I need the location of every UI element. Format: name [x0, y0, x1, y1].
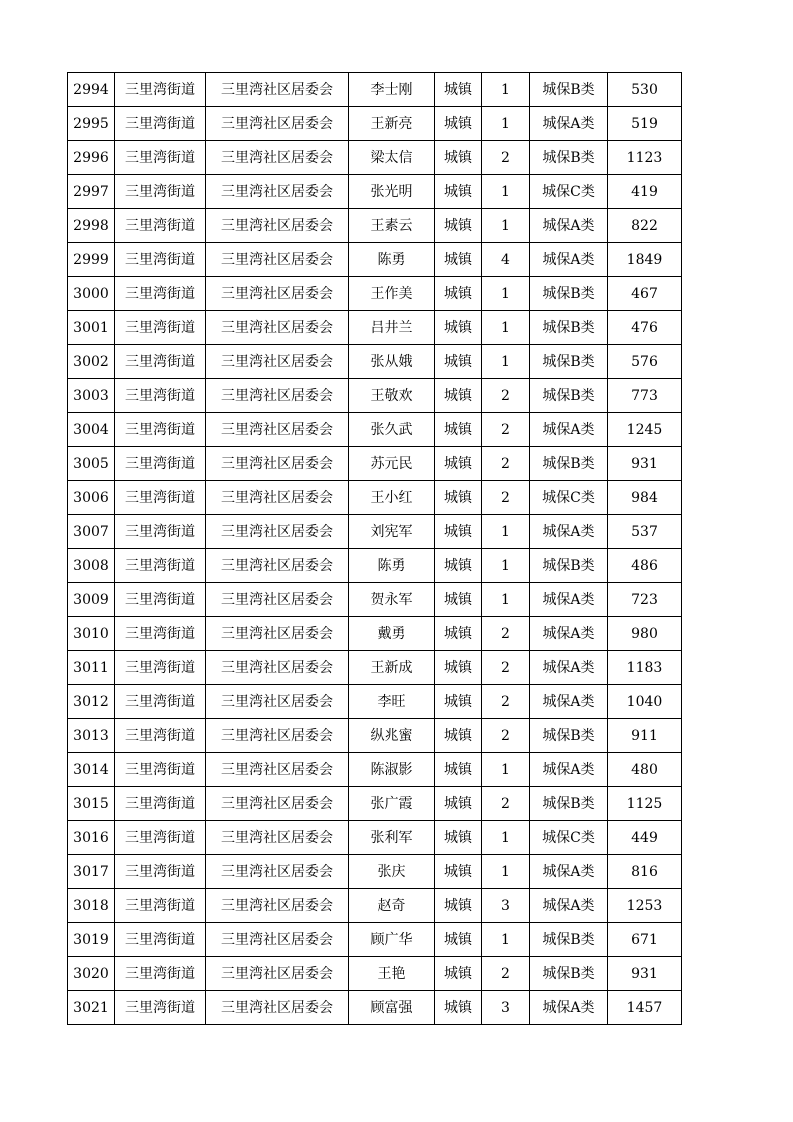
cell-area: 城镇 [435, 549, 482, 583]
cell-name: 王素云 [349, 209, 435, 243]
cell-insurance-type: 城保B类 [530, 379, 608, 413]
cell-area: 城镇 [435, 481, 482, 515]
cell-street: 三里湾街道 [115, 889, 206, 923]
cell-amount: 449 [608, 821, 682, 855]
cell-id: 3011 [68, 651, 115, 685]
cell-amount: 822 [608, 209, 682, 243]
cell-amount: 519 [608, 107, 682, 141]
cell-insurance-type: 城保B类 [530, 73, 608, 107]
cell-name: 梁太信 [349, 141, 435, 175]
cell-name: 王新亮 [349, 107, 435, 141]
cell-insurance-type: 城保A类 [530, 991, 608, 1025]
cell-name: 苏元民 [349, 447, 435, 481]
cell-insurance-type: 城保A类 [530, 855, 608, 889]
cell-insurance-type: 城保A类 [530, 209, 608, 243]
table-row [68, 345, 682, 379]
cell-street: 三里湾街道 [115, 345, 206, 379]
cell-community: 三里湾社区居委会 [206, 107, 349, 141]
cell-name: 吕井兰 [349, 311, 435, 345]
cell-amount: 480 [608, 753, 682, 787]
table-row [68, 277, 682, 311]
cell-area: 城镇 [435, 277, 482, 311]
cell-name: 刘宪军 [349, 515, 435, 549]
cell-insurance-type: 城保B类 [530, 141, 608, 175]
cell-amount: 530 [608, 73, 682, 107]
table-row [68, 855, 682, 889]
cell-amount: 931 [608, 447, 682, 481]
cell-amount: 816 [608, 855, 682, 889]
cell-area: 城镇 [435, 73, 482, 107]
cell-insurance-type: 城保A类 [530, 107, 608, 141]
cell-community: 三里湾社区居委会 [206, 243, 349, 277]
cell-name: 顾广华 [349, 923, 435, 957]
cell-insurance-type: 城保A类 [530, 515, 608, 549]
cell-id: 3015 [68, 787, 115, 821]
cell-household-count: 2 [482, 379, 530, 413]
cell-household-count: 1 [482, 107, 530, 141]
cell-household-count: 2 [482, 413, 530, 447]
cell-street: 三里湾街道 [115, 651, 206, 685]
cell-household-count: 1 [482, 345, 530, 379]
cell-street: 三里湾街道 [115, 855, 206, 889]
cell-community: 三里湾社区居委会 [206, 685, 349, 719]
cell-area: 城镇 [435, 889, 482, 923]
cell-street: 三里湾街道 [115, 481, 206, 515]
cell-amount: 419 [608, 175, 682, 209]
cell-area: 城镇 [435, 175, 482, 209]
table-row [68, 413, 682, 447]
cell-area: 城镇 [435, 651, 482, 685]
cell-name: 张利军 [349, 821, 435, 855]
cell-insurance-type: 城保B类 [530, 923, 608, 957]
cell-insurance-type: 城保C类 [530, 821, 608, 855]
roster-table [67, 72, 682, 1025]
cell-area: 城镇 [435, 311, 482, 345]
cell-id: 3005 [68, 447, 115, 481]
cell-community: 三里湾社区居委会 [206, 141, 349, 175]
cell-id: 3018 [68, 889, 115, 923]
cell-name: 张从娥 [349, 345, 435, 379]
cell-street: 三里湾街道 [115, 209, 206, 243]
cell-street: 三里湾街道 [115, 753, 206, 787]
cell-area: 城镇 [435, 413, 482, 447]
cell-id: 3007 [68, 515, 115, 549]
cell-amount: 1457 [608, 991, 682, 1025]
cell-area: 城镇 [435, 583, 482, 617]
cell-area: 城镇 [435, 515, 482, 549]
cell-amount: 980 [608, 617, 682, 651]
cell-area: 城镇 [435, 753, 482, 787]
cell-id: 2996 [68, 141, 115, 175]
cell-name: 王敬欢 [349, 379, 435, 413]
table-row [68, 651, 682, 685]
cell-name: 王艳 [349, 957, 435, 991]
cell-name: 陈勇 [349, 243, 435, 277]
cell-community: 三里湾社区居委会 [206, 447, 349, 481]
cell-id: 3021 [68, 991, 115, 1025]
cell-id: 3008 [68, 549, 115, 583]
cell-amount: 984 [608, 481, 682, 515]
cell-insurance-type: 城保A类 [530, 413, 608, 447]
cell-name: 王小红 [349, 481, 435, 515]
cell-street: 三里湾街道 [115, 787, 206, 821]
cell-street: 三里湾街道 [115, 549, 206, 583]
cell-street: 三里湾街道 [115, 379, 206, 413]
cell-id: 3002 [68, 345, 115, 379]
cell-name: 贺永军 [349, 583, 435, 617]
table-row [68, 889, 682, 923]
cell-street: 三里湾街道 [115, 821, 206, 855]
roster-body [68, 73, 682, 1025]
table-row [68, 549, 682, 583]
table-row [68, 957, 682, 991]
cell-name: 张光明 [349, 175, 435, 209]
cell-amount: 671 [608, 923, 682, 957]
cell-household-count: 2 [482, 141, 530, 175]
table-row [68, 753, 682, 787]
cell-community: 三里湾社区居委会 [206, 583, 349, 617]
cell-household-count: 1 [482, 583, 530, 617]
cell-area: 城镇 [435, 617, 482, 651]
cell-amount: 911 [608, 719, 682, 753]
cell-community: 三里湾社区居委会 [206, 787, 349, 821]
cell-id: 3014 [68, 753, 115, 787]
table-row [68, 447, 682, 481]
cell-street: 三里湾街道 [115, 583, 206, 617]
cell-community: 三里湾社区居委会 [206, 413, 349, 447]
cell-id: 3020 [68, 957, 115, 991]
cell-id: 2994 [68, 73, 115, 107]
cell-insurance-type: 城保B类 [530, 957, 608, 991]
cell-insurance-type: 城保C类 [530, 481, 608, 515]
cell-amount: 1123 [608, 141, 682, 175]
cell-street: 三里湾街道 [115, 107, 206, 141]
cell-community: 三里湾社区居委会 [206, 855, 349, 889]
table-row [68, 481, 682, 515]
cell-area: 城镇 [435, 719, 482, 753]
table-row [68, 787, 682, 821]
cell-amount: 723 [608, 583, 682, 617]
cell-household-count: 3 [482, 889, 530, 923]
cell-name: 顾富强 [349, 991, 435, 1025]
cell-household-count: 1 [482, 821, 530, 855]
cell-id: 3003 [68, 379, 115, 413]
cell-street: 三里湾街道 [115, 957, 206, 991]
cell-insurance-type: 城保A类 [530, 617, 608, 651]
cell-household-count: 2 [482, 651, 530, 685]
cell-community: 三里湾社区居委会 [206, 311, 349, 345]
cell-community: 三里湾社区居委会 [206, 73, 349, 107]
cell-area: 城镇 [435, 141, 482, 175]
table-row [68, 175, 682, 209]
cell-insurance-type: 城保B类 [530, 549, 608, 583]
cell-insurance-type: 城保C类 [530, 175, 608, 209]
cell-community: 三里湾社区居委会 [206, 889, 349, 923]
cell-id: 3016 [68, 821, 115, 855]
cell-name: 纵兆蜜 [349, 719, 435, 753]
cell-household-count: 1 [482, 73, 530, 107]
cell-amount: 1125 [608, 787, 682, 821]
cell-insurance-type: 城保B类 [530, 787, 608, 821]
cell-area: 城镇 [435, 107, 482, 141]
cell-insurance-type: 城保A类 [530, 753, 608, 787]
cell-street: 三里湾街道 [115, 141, 206, 175]
cell-community: 三里湾社区居委会 [206, 923, 349, 957]
table-row [68, 719, 682, 753]
table-row [68, 209, 682, 243]
table-row [68, 515, 682, 549]
cell-community: 三里湾社区居委会 [206, 651, 349, 685]
cell-household-count: 1 [482, 277, 530, 311]
cell-insurance-type: 城保A类 [530, 583, 608, 617]
cell-amount: 476 [608, 311, 682, 345]
cell-insurance-type: 城保B类 [530, 311, 608, 345]
cell-id: 3001 [68, 311, 115, 345]
cell-id: 3012 [68, 685, 115, 719]
cell-amount: 1253 [608, 889, 682, 923]
cell-amount: 1040 [608, 685, 682, 719]
cell-id: 3019 [68, 923, 115, 957]
table-row [68, 821, 682, 855]
cell-name: 戴勇 [349, 617, 435, 651]
cell-insurance-type: 城保A类 [530, 651, 608, 685]
cell-area: 城镇 [435, 991, 482, 1025]
cell-area: 城镇 [435, 379, 482, 413]
cell-street: 三里湾街道 [115, 73, 206, 107]
cell-household-count: 1 [482, 549, 530, 583]
cell-household-count: 1 [482, 209, 530, 243]
cell-household-count: 2 [482, 719, 530, 753]
cell-insurance-type: 城保B类 [530, 345, 608, 379]
cell-household-count: 2 [482, 481, 530, 515]
cell-amount: 486 [608, 549, 682, 583]
cell-amount: 537 [608, 515, 682, 549]
cell-insurance-type: 城保A类 [530, 685, 608, 719]
table-row [68, 923, 682, 957]
table-row [68, 141, 682, 175]
cell-area: 城镇 [435, 243, 482, 277]
cell-area: 城镇 [435, 447, 482, 481]
cell-area: 城镇 [435, 209, 482, 243]
cell-area: 城镇 [435, 685, 482, 719]
cell-street: 三里湾街道 [115, 175, 206, 209]
cell-name: 张广霞 [349, 787, 435, 821]
cell-household-count: 2 [482, 447, 530, 481]
cell-household-count: 1 [482, 311, 530, 345]
cell-name: 张庆 [349, 855, 435, 889]
cell-community: 三里湾社区居委会 [206, 753, 349, 787]
cell-household-count: 1 [482, 515, 530, 549]
cell-amount: 1849 [608, 243, 682, 277]
cell-community: 三里湾社区居委会 [206, 209, 349, 243]
cell-name: 王新成 [349, 651, 435, 685]
cell-street: 三里湾街道 [115, 277, 206, 311]
cell-household-count: 1 [482, 175, 530, 209]
cell-name: 陈淑影 [349, 753, 435, 787]
table-row [68, 617, 682, 651]
cell-name: 李旺 [349, 685, 435, 719]
cell-name: 陈勇 [349, 549, 435, 583]
cell-area: 城镇 [435, 923, 482, 957]
cell-household-count: 2 [482, 617, 530, 651]
cell-household-count: 3 [482, 991, 530, 1025]
cell-id: 3004 [68, 413, 115, 447]
cell-insurance-type: 城保B类 [530, 277, 608, 311]
cell-area: 城镇 [435, 821, 482, 855]
cell-area: 城镇 [435, 345, 482, 379]
cell-street: 三里湾街道 [115, 991, 206, 1025]
cell-street: 三里湾街道 [115, 719, 206, 753]
cell-street: 三里湾街道 [115, 923, 206, 957]
cell-name: 赵奇 [349, 889, 435, 923]
cell-community: 三里湾社区居委会 [206, 991, 349, 1025]
cell-id: 2997 [68, 175, 115, 209]
cell-amount: 467 [608, 277, 682, 311]
cell-household-count: 1 [482, 923, 530, 957]
cell-community: 三里湾社区居委会 [206, 821, 349, 855]
cell-household-count: 2 [482, 685, 530, 719]
cell-amount: 1245 [608, 413, 682, 447]
cell-street: 三里湾街道 [115, 617, 206, 651]
cell-id: 3006 [68, 481, 115, 515]
cell-community: 三里湾社区居委会 [206, 549, 349, 583]
cell-amount: 773 [608, 379, 682, 413]
cell-id: 2999 [68, 243, 115, 277]
cell-id: 3013 [68, 719, 115, 753]
cell-street: 三里湾街道 [115, 685, 206, 719]
cell-household-count: 2 [482, 787, 530, 821]
cell-name: 李士刚 [349, 73, 435, 107]
cell-street: 三里湾街道 [115, 311, 206, 345]
table-row [68, 311, 682, 345]
cell-community: 三里湾社区居委会 [206, 957, 349, 991]
table-row [68, 583, 682, 617]
cell-name: 张久武 [349, 413, 435, 447]
cell-insurance-type: 城保A类 [530, 243, 608, 277]
cell-id: 3010 [68, 617, 115, 651]
table-row [68, 379, 682, 413]
cell-id: 2995 [68, 107, 115, 141]
table-row [68, 107, 682, 141]
cell-household-count: 2 [482, 957, 530, 991]
cell-amount: 1183 [608, 651, 682, 685]
cell-community: 三里湾社区居委会 [206, 481, 349, 515]
cell-community: 三里湾社区居委会 [206, 617, 349, 651]
cell-id: 2998 [68, 209, 115, 243]
cell-insurance-type: 城保B类 [530, 719, 608, 753]
table-row [68, 685, 682, 719]
cell-community: 三里湾社区居委会 [206, 175, 349, 209]
table-row [68, 73, 682, 107]
cell-id: 3000 [68, 277, 115, 311]
cell-community: 三里湾社区居委会 [206, 379, 349, 413]
cell-id: 3017 [68, 855, 115, 889]
cell-community: 三里湾社区居委会 [206, 277, 349, 311]
cell-street: 三里湾街道 [115, 243, 206, 277]
cell-street: 三里湾街道 [115, 515, 206, 549]
cell-amount: 931 [608, 957, 682, 991]
cell-community: 三里湾社区居委会 [206, 345, 349, 379]
cell-area: 城镇 [435, 957, 482, 991]
cell-area: 城镇 [435, 855, 482, 889]
table-row [68, 991, 682, 1025]
cell-community: 三里湾社区居委会 [206, 719, 349, 753]
cell-community: 三里湾社区居委会 [206, 515, 349, 549]
cell-household-count: 1 [482, 753, 530, 787]
cell-street: 三里湾街道 [115, 447, 206, 481]
cell-amount: 576 [608, 345, 682, 379]
cell-name: 王作美 [349, 277, 435, 311]
cell-area: 城镇 [435, 787, 482, 821]
cell-id: 3009 [68, 583, 115, 617]
cell-insurance-type: 城保A类 [530, 889, 608, 923]
cell-household-count: 1 [482, 855, 530, 889]
cell-insurance-type: 城保B类 [530, 447, 608, 481]
table-row [68, 243, 682, 277]
cell-household-count: 4 [482, 243, 530, 277]
cell-street: 三里湾街道 [115, 413, 206, 447]
